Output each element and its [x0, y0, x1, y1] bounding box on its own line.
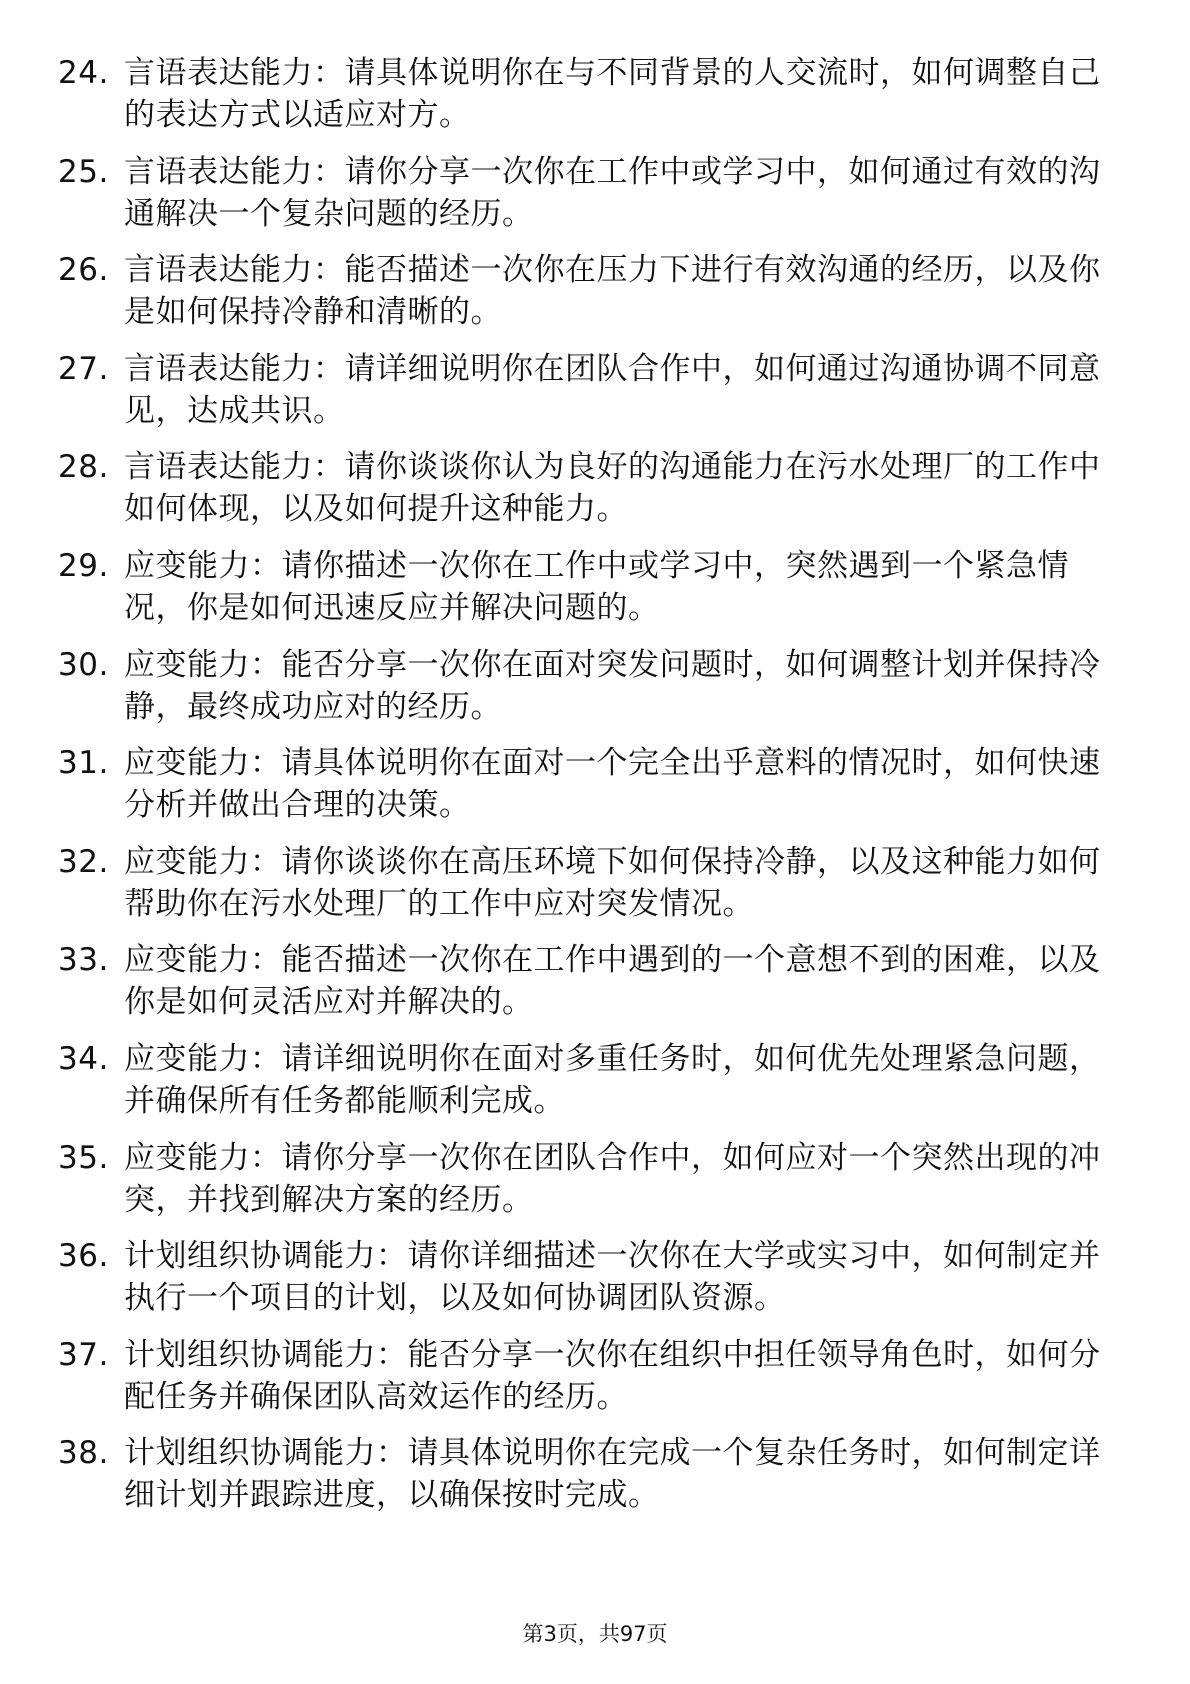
question-number: 38.	[58, 1435, 109, 1472]
question-text: 言语表达能力：能否描述一次你在压力下进行有效沟通的经历，以及你是如何保持冷静和清晰的。	[124, 252, 1101, 331]
question-item	[58, 446, 1118, 530]
question-number: 33.	[58, 942, 109, 979]
question-number: 28.	[58, 449, 109, 486]
question-text: 应变能力：请详细说明你在面对多重任务时，如何优先处理紧急问题，并确保所有任务都能顺利完成。	[124, 1040, 1101, 1119]
question-text: 言语表达能力：请详细说明你在团队合作中，如何通过沟通协调不同意见，达成共识。	[124, 350, 1101, 429]
question-text: 应变能力：请你描述一次你在工作中或学习中，突然遇到一个紧急情况，你是如何迅速反应并解决问题的。	[124, 547, 1069, 626]
question-number: 25.	[58, 153, 109, 190]
question-text: 计划组织协调能力：请具体说明你在完成一个复杂任务时，如何制定详细计划并跟踪进度，以确保按时完成。	[124, 1435, 1101, 1514]
question-text: 言语表达能力：请你分享一次你在工作中或学习中，如何通过有效的沟通解决一个复杂问题的经历。	[124, 153, 1101, 232]
question-number: 31.	[58, 745, 109, 782]
question-text: 言语表达能力：请你谈谈你认为良好的沟通能力在污水处理厂的工作中如何体现，以及如何提升这种能力。	[124, 449, 1101, 528]
question-item	[58, 348, 1118, 432]
question-text: 应变能力：请你谈谈你在高压环境下如何保持冷静，以及这种能力如何帮助你在污水处理厂的工作中应对突发情况。	[124, 843, 1101, 922]
question-item	[58, 1137, 1118, 1221]
question-number: 26.	[58, 252, 109, 289]
question-item	[58, 742, 1118, 826]
question-item	[58, 1432, 1118, 1516]
question-number: 29.	[58, 547, 109, 584]
question-item	[58, 52, 1118, 136]
question-item	[58, 841, 1118, 925]
question-item	[58, 644, 1118, 728]
question-number: 34.	[58, 1040, 109, 1077]
question-number: 36.	[58, 1238, 109, 1275]
question-item	[58, 1334, 1118, 1418]
question-item	[58, 249, 1118, 333]
question-text: 应变能力：能否描述一次你在工作中遇到的一个意想不到的困难，以及你是如何灵活应对并解决的。	[124, 942, 1101, 1021]
question-item	[58, 151, 1118, 235]
question-text: 应变能力：请具体说明你在面对一个完全出乎意料的情况时，如何快速分析并做出合理的决策。	[124, 745, 1101, 824]
question-number: 30.	[58, 646, 109, 683]
question-text: 计划组织协调能力：请你详细描述一次你在大学或实习中，如何制定并执行一个项目的计划，以及如何协调团队资源。	[124, 1238, 1101, 1317]
question-text: 应变能力：请你分享一次你在团队合作中，如何应对一个突然出现的冲突，并找到解决方案的经历。	[124, 1139, 1101, 1218]
question-number: 27.	[58, 350, 109, 387]
question-item	[58, 1038, 1118, 1122]
question-number: 37.	[58, 1336, 109, 1373]
page-footer: 第3页，共97页	[522, 1622, 668, 1646]
question-text: 言语表达能力：请具体说明你在与不同背景的人交流时，如何调整自己的表达方式以适应对方。	[124, 55, 1101, 133]
question-item	[58, 939, 1118, 1023]
question-item	[58, 545, 1118, 629]
question-number: 24.	[58, 55, 109, 91]
question-number: 35.	[58, 1139, 109, 1176]
question-list	[58, 52, 1118, 1531]
question-text: 计划组织协调能力：能否分享一次你在组织中担任领导角色时，如何分配任务并确保团队高效运作的经历。	[124, 1336, 1101, 1415]
question-text: 应变能力：能否分享一次你在面对突发问题时，如何调整计划并保持冷静，最终成功应对的经历。	[124, 646, 1101, 725]
question-item	[58, 1235, 1118, 1319]
question-number: 32.	[58, 843, 109, 880]
